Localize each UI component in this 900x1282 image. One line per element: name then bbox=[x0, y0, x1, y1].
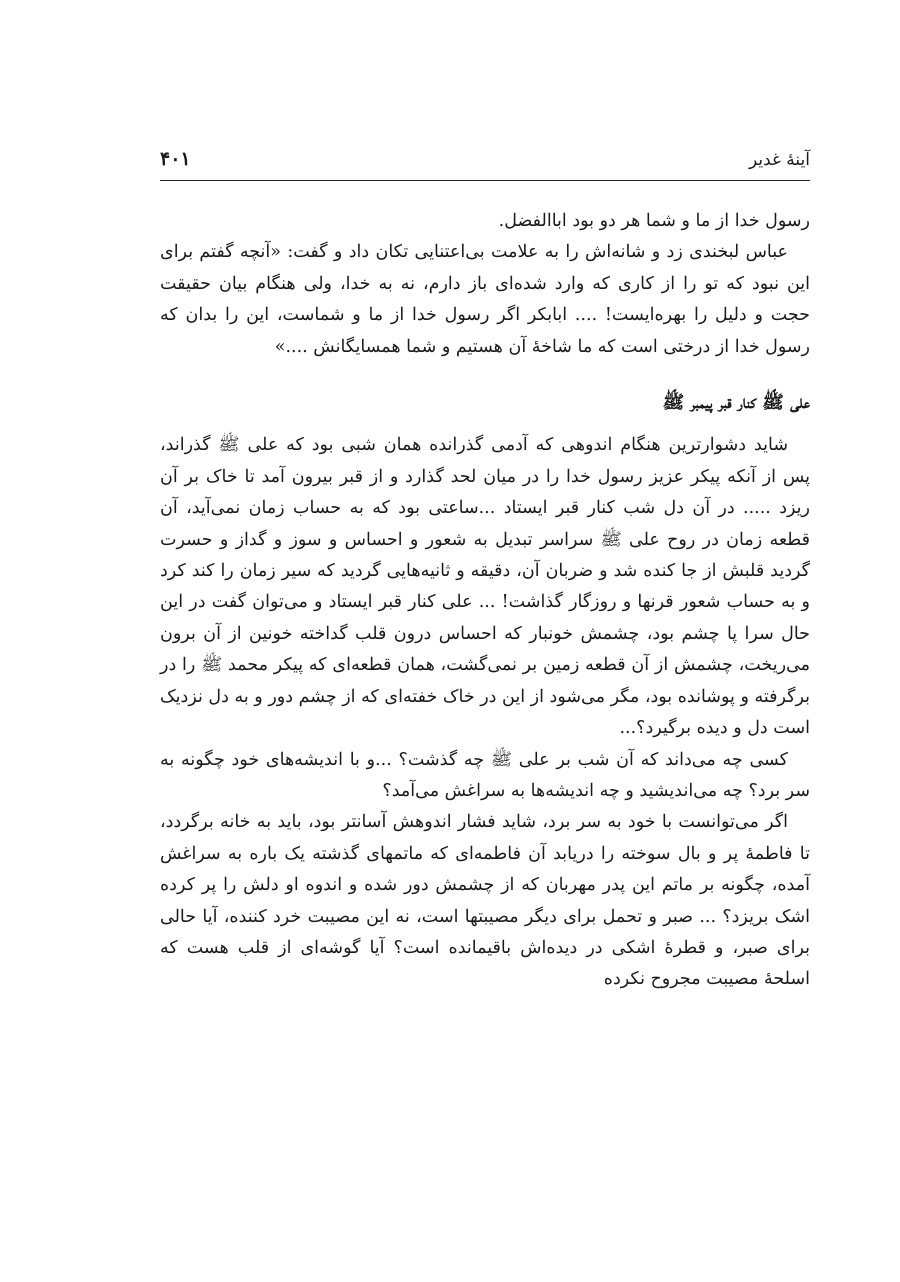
page-body bbox=[160, 206, 810, 996]
page-number: ۴۰۱ bbox=[160, 148, 191, 170]
running-title: آينهٔ غدير bbox=[748, 150, 810, 170]
paragraph-1: رسول خدا از ما و شما هر دو بود اباالفضل. bbox=[498, 211, 810, 231]
paragraph-3: شايد دشوارترين هنگام اندوهى كه آدمى گذرانده همان شبى بود كه على ﷺ گذراند، پس از آنكه پيكر عزيز رسول خدا را در ميان لحد گذارد و از قبر بيرون آمد تا خاک بر آن ريزد ..... در آن دل شب كنار قبر ايستاد ...ساعتى بود كه به حساب زمان نمى‌آيد، آن قطعه زمان در روح على ﷺ سراسر تبديل به شعور و احساس و سوز و گداز و حسرت گرديد قلبش از جا كنده شد و ضربان آن، دقيقه و ثانيه‌هايى گرديد كه سير زمان را كند كرد و به حساب شعور قرنها و روزگار گذاشت! ... على كنار قبر ايستاد و مى‌توان گفت در اين حال سرا پا چشم بود، چشمش خونبار كه احساس درون قلب گداخته خونين از آن برون مى‌ريخت، چشمش از آن قطعه زمين بر نمى‌گشت، همان قطعه‌اى كه پيكر محمد ﷺ را در برگرفته و پوشانده بود، مگر مى‌شود از اين در خاک خفته‌اى كه از چشم دور و به دل نزديک است دل و ديده برگيرد؟... bbox=[160, 435, 810, 739]
paragraph-4: كسى چه مى‌داند كه آن شب بر على ﷺ چه گذشت؟ ...و با انديشه‌هاى خود چگونه به سر برد؟ چه مى‌انديشيد و چه انديشه‌ها به سراغش مى‌آمد؟ bbox=[160, 749, 810, 801]
paragraph-5: اگر مى‌توانست با خود به سر برد، شايد فشار اندوهش آسانتر بود، بايد به خانه برگردد، تا فاطمهٔ پر و بال سوخته را دريابد آن فاطمه‌اى كه ماتمهاى گذشته يک باره به سراغش آمده، چگونه بر ماتم اين پدر مهربان كه از چشمش دور شده و اندوه او دلش را پر كرده اشک بريزد؟ ... صبر و تحمل براى ديگر مصيبتها است، نه اين مصيبت خرد كننده، آيا حالى براى صبر، و قطرهٔ اشكى در ديده‌اش باقيمانده است؟ آيا گوشه‌اى از قلب هست كه اسلحهٔ مصيبت مجروح نكرده bbox=[160, 812, 810, 990]
paragraph-2: عباس لبخندى زد و شانه‌اش را به علامت بى‌اعتنايى تكان داد و گفت: «آنچه گفتم براى اين نبود كه تو را از كارى كه وارد شده‌اى باز دارم، نه به خدا، ولى هنگام بيان حقيقت حجت و دليل را بهره‌ايست! .... ابابكر اگر رسول خدا از ما و شماست، اين را بدان كه رسول خدا از درختى است كه ما شاخهٔ آن هستيم و شما همسايگانش ....» bbox=[160, 242, 810, 357]
page-header bbox=[160, 146, 810, 181]
section-heading: على ﷺ كنار قبر پيمبر ﷺ bbox=[662, 392, 810, 414]
